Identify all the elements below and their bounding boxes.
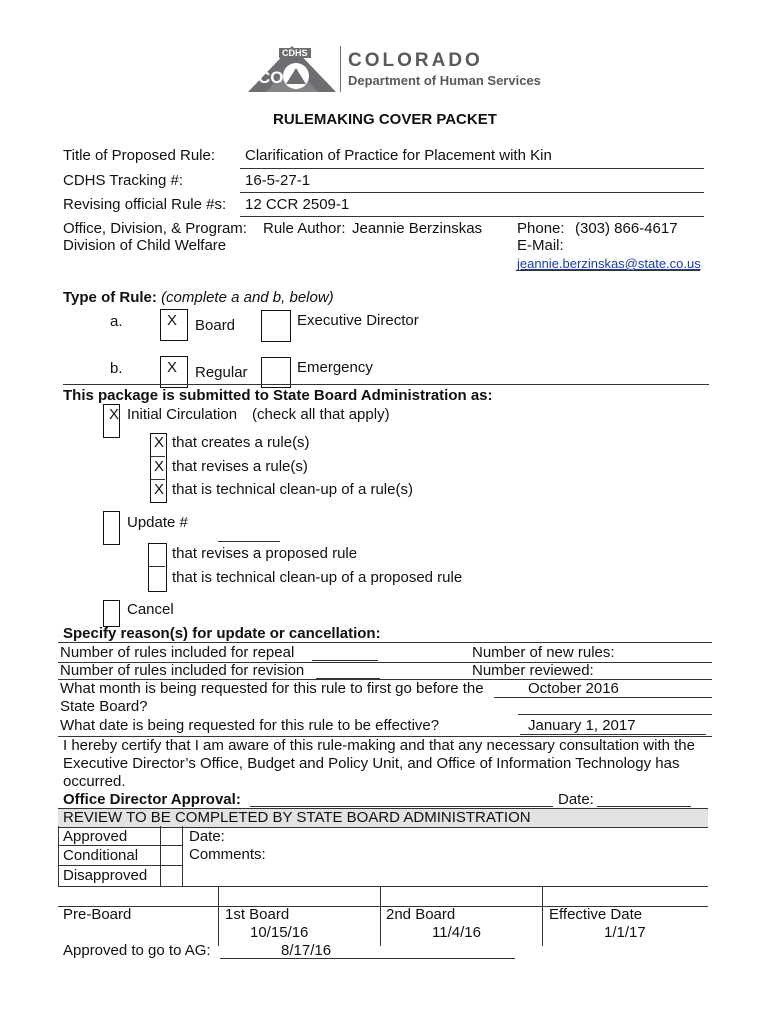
preboard-label: Pre-Board xyxy=(63,906,132,923)
new-rules-label: Number of new rules: xyxy=(472,644,615,661)
row-a-label: a. xyxy=(110,313,123,330)
page-title: RULEMAKING COVER PACKET xyxy=(273,111,497,128)
logo-co: CO xyxy=(258,68,284,87)
author-label: Rule Author: xyxy=(263,220,346,237)
reasons-heading: Specify reason(s) for update or cancellation: xyxy=(63,625,381,642)
first-board-label: 1st Board xyxy=(225,906,290,923)
initial-circulation-label: Initial Circulation xyxy=(127,406,238,423)
review-comments-label: Comments: xyxy=(189,846,266,863)
phone-value: (303) 866-4617 xyxy=(575,220,678,237)
approved-label: Approved xyxy=(63,828,128,845)
type-of-rule-hint: (complete a and b, below) xyxy=(161,289,334,306)
email-link[interactable]: jeannie.berzinskas@state.co.us xyxy=(517,256,701,271)
second-board-value: 11/4/16 xyxy=(432,924,481,941)
revising-label: Revising official Rule #s: xyxy=(63,196,227,213)
first-board-value: 10/15/16 xyxy=(250,924,309,941)
approval-date-label: Date: xyxy=(558,791,594,808)
regular-checkbox-mark: X xyxy=(167,359,178,376)
revises-rule-label: that revises a rule(s) xyxy=(172,458,308,475)
conditional-checkbox[interactable] xyxy=(160,845,182,865)
update-checkbox[interactable] xyxy=(103,511,120,545)
approval-signature-line xyxy=(250,806,553,807)
certify-line-1: I hereby certify that I am aware of this rule-making and that any necessary consultation with the xyxy=(63,737,695,754)
date-question: What date is being requested for this rule to be effective? xyxy=(60,717,440,734)
update-revises-label: that revises a proposed rule xyxy=(172,545,358,562)
proposed-rule-value: Clarification of Practice for Placement with Kin xyxy=(245,147,552,164)
cancel-checkbox[interactable] xyxy=(103,600,120,627)
tracking-value: 16-5-27-1 xyxy=(245,172,311,189)
ag-approval-line xyxy=(220,958,515,959)
month-value: October 2016 xyxy=(528,680,619,697)
creates-rule-mark: X xyxy=(154,434,165,451)
technical-rule-mark: X xyxy=(154,481,165,498)
repeal-label: Number of rules included for repeal xyxy=(60,644,295,661)
regular-label: Regular xyxy=(195,364,248,381)
tracking-label: CDHS Tracking #: xyxy=(63,172,184,189)
type-of-rule-label: Type of Rule: xyxy=(63,289,157,306)
phone-label: Phone: xyxy=(517,220,565,237)
org-state: COLORADO xyxy=(348,50,483,71)
ag-approval-label: Approved to go to AG: xyxy=(63,942,211,959)
update-number-line xyxy=(218,541,280,542)
revising-value: 12 CCR 2509-1 xyxy=(245,196,350,213)
org-dept: Department of Human Services xyxy=(348,73,541,88)
logo-badge: CDHS xyxy=(279,48,311,58)
date-value: January 1, 2017 xyxy=(528,717,636,734)
office-label: Office, Division, & Program: xyxy=(63,220,247,237)
board-checkbox-mark: X xyxy=(167,312,178,329)
initial-circulation-mark: X xyxy=(109,406,120,423)
month-question-2: State Board? xyxy=(60,698,148,715)
month-question-1: What month is being requested for this rule to first go before the xyxy=(60,680,484,697)
approval-date-line xyxy=(597,806,691,807)
emergency-label: Emergency xyxy=(297,359,373,376)
second-board-label: 2nd Board xyxy=(386,906,456,923)
technical-rule-label: that is technical clean-up of a rule(s) xyxy=(172,481,413,498)
review-heading: REVIEW TO BE COMPLETED BY STATE BOARD ADMINISTRATION xyxy=(63,809,531,826)
effective-date-value: 1/1/17 xyxy=(604,924,646,941)
executive-director-checkbox[interactable] xyxy=(261,310,291,342)
update-technical-label: that is technical clean-up of a proposed rule xyxy=(172,569,463,586)
office-director-approval-label: Office Director Approval: xyxy=(63,791,241,808)
board-checkbox[interactable] xyxy=(160,309,188,341)
author-value: Jeannie Berzinskas xyxy=(352,220,483,237)
creates-rule-label: that creates a rule(s) xyxy=(172,434,310,451)
reviewed-label: Number reviewed: xyxy=(472,662,594,679)
effective-date-label: Effective Date xyxy=(549,906,643,923)
disapproved-checkbox[interactable] xyxy=(160,865,182,886)
certify-line-2: Executive Director’s Office, Budget and Policy Unit, and Office of Information Technology has xyxy=(63,755,680,772)
conditional-label: Conditional xyxy=(63,847,139,864)
approved-checkbox[interactable] xyxy=(160,826,182,845)
update-revises-checkbox[interactable] xyxy=(148,543,167,592)
row-b-label: b. xyxy=(110,360,123,377)
submission-heading: This package is submitted to State Board Administration as: xyxy=(63,387,493,404)
type-of-rule-heading xyxy=(63,289,334,306)
initial-circulation-hint: (check all that apply) xyxy=(252,406,390,423)
update-label: Update # xyxy=(127,514,188,531)
board-label: Board xyxy=(195,317,236,334)
executive-director-label: Executive Director xyxy=(297,312,419,329)
cancel-label: Cancel xyxy=(127,601,174,618)
repeal-line xyxy=(312,660,378,661)
revision-label: Number of rules included for revision xyxy=(60,662,305,679)
email-label: E-Mail: xyxy=(517,237,564,254)
revises-rule-mark: X xyxy=(154,458,165,475)
proposed-rule-label: Title of Proposed Rule: xyxy=(63,147,216,164)
ag-approval-value: 8/17/16 xyxy=(281,942,332,959)
certify-line-3: occurred. xyxy=(63,773,126,790)
review-date-label: Date: xyxy=(189,828,225,845)
office-value: Division of Child Welfare xyxy=(63,237,227,254)
disapproved-label: Disapproved xyxy=(63,867,148,884)
cdhs-logo xyxy=(246,44,338,94)
